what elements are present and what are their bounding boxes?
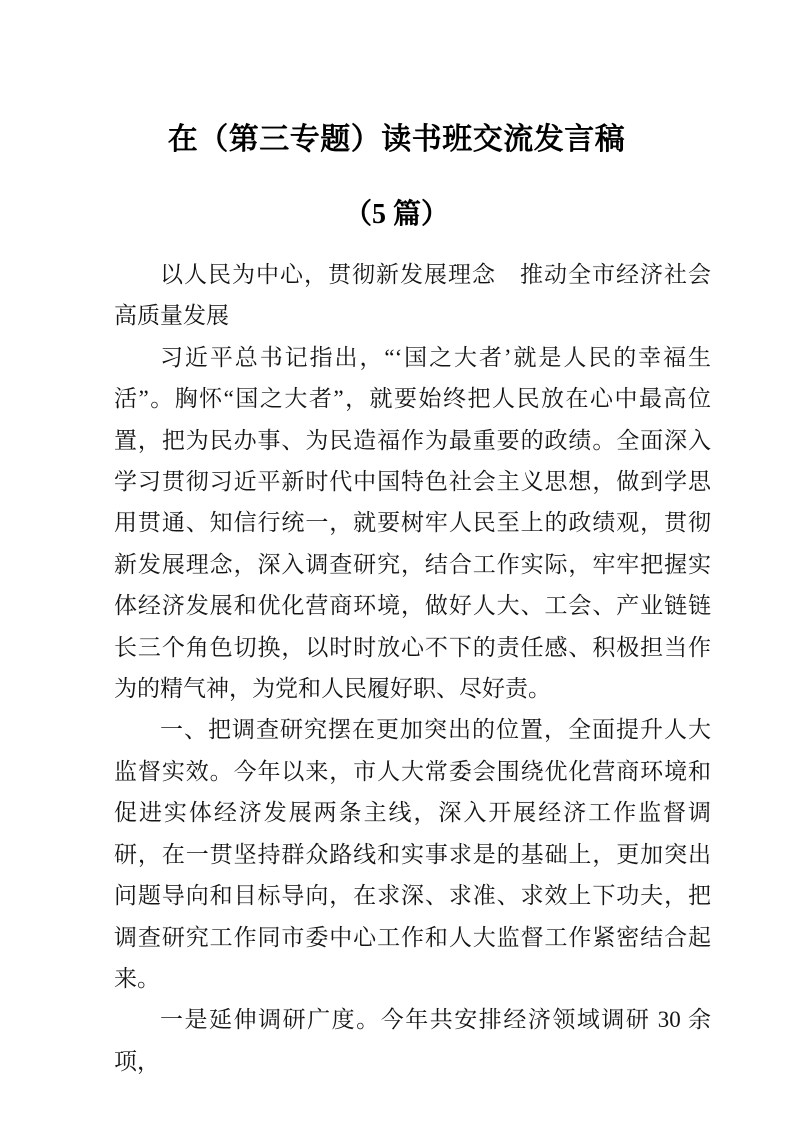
page-title: 在（第三专题）读书班交流发言稿 [167,123,626,156]
document-body [114,254,711,1082]
body-paragraph-section-one: 一、把调查研究摆在更加突出的位置，全面提升人大监督实效。今年以来，市人大常委会围绕优化营商环境和促进实体经济发展两条主线，深入开展经济工作监督调研，在一贯坚持群众路线和实事求是的基础上，更加突出问题导向和目标导向，在求深、求准、求效上下功夫，把调查研究工作同市委中心工作和人大监督工作紧密结合起来。 [114,717,711,991]
page-subtitle: （5 篇） [343,199,449,230]
body-paragraph-point-one: 一是延伸调研广度。今年共安排经济领域调研 30 余项， [114,1007,711,1074]
body-paragraph-intro: 习近平总书记指出，“‘国之大者’就是人民的幸福生活”。胸怀“国之大者”，就要始终把人民放在心中最高位置，把为民办事、为民造福作为最重要的政绩。全面深入学习贯彻习近平新时代中国特色社会主义思想，做到学思用贯通、知信行统一，就要树牢人民至上的政绩观，贯彻新发展理念，深入调查研究，结合工作实际，牢牢把握实体经济发展和优化营商环境，做好人大、工会、产业链链长三个角色切换，以时时放心不下的责任感、积极担当作为的精气神，为党和人民履好职、尽好责。 [114,344,711,702]
body-paragraph-heading: 以人民为中心，贯彻新发展理念 推动全市经济社会高质量发展 [114,262,711,329]
